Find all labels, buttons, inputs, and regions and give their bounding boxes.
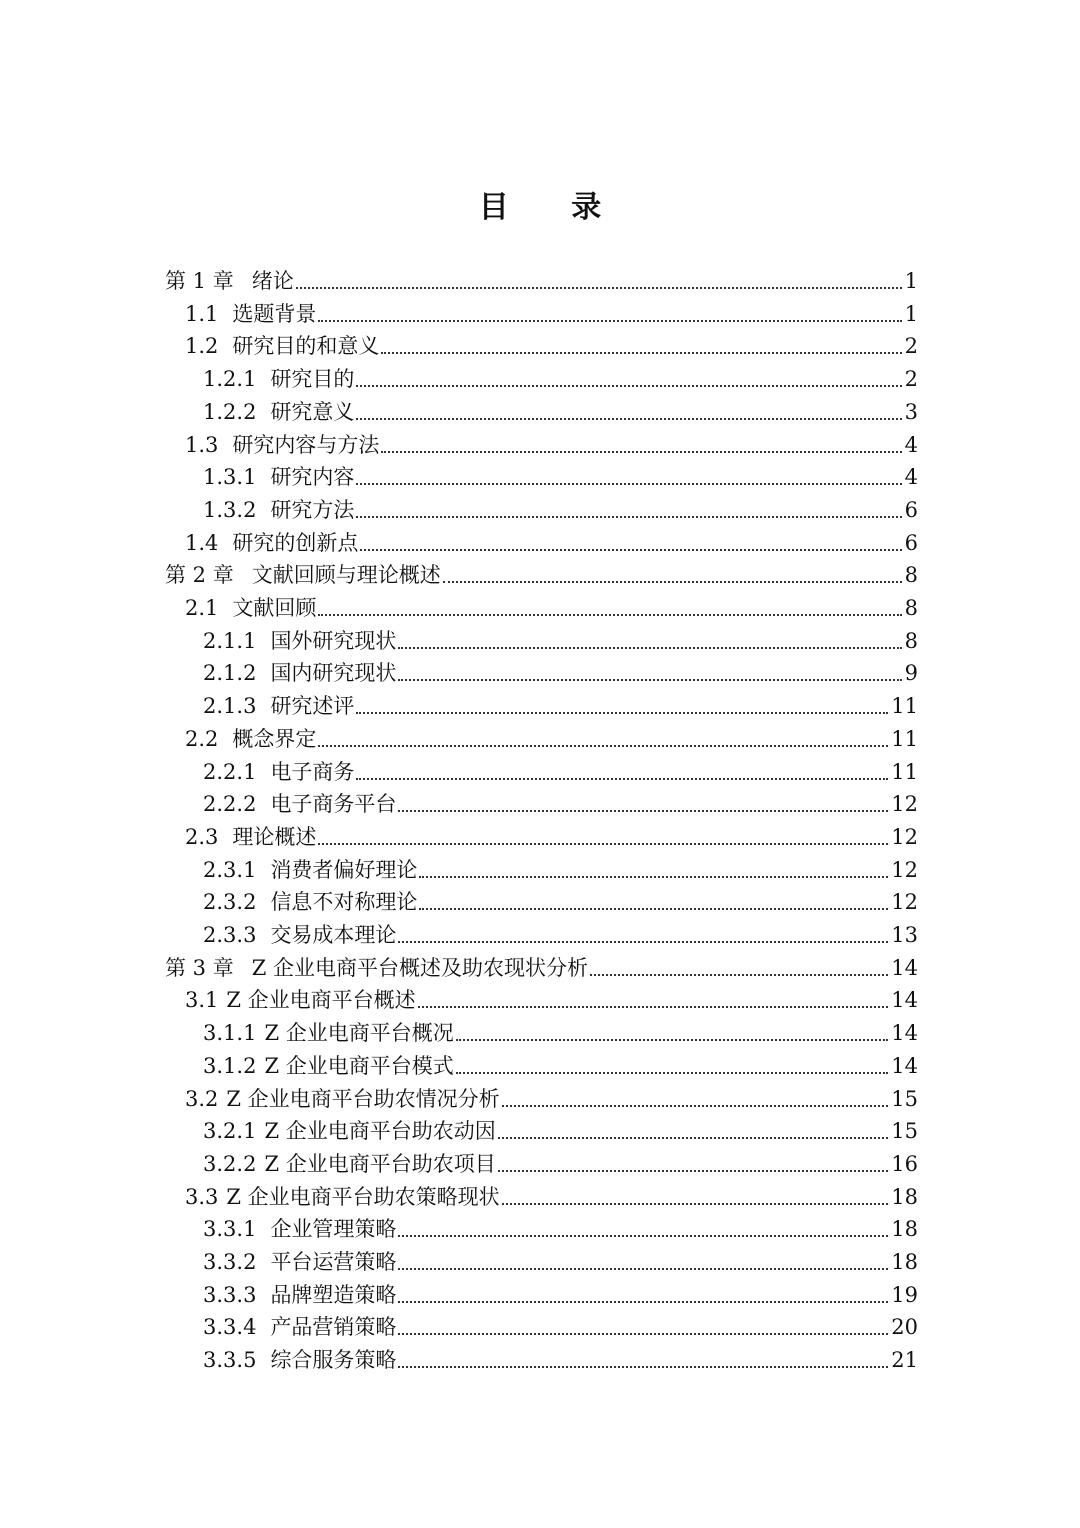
toc-entry [185, 527, 918, 559]
toc-entry [185, 298, 918, 330]
toc-leader-dots [356, 482, 901, 485]
toc-entry-number: 3.3.5 [203, 1348, 257, 1373]
toc-entry-number: 3.3.2 [203, 1250, 257, 1274]
toc-entry-page: 15 [891, 1086, 918, 1111]
toc-entry [165, 952, 918, 984]
toc-entry-number: 2.1.1 [203, 628, 257, 653]
toc-entry [203, 494, 918, 526]
toc-entry-number: 2.2.1 [203, 759, 257, 784]
toc-entry-page: 18 [891, 1217, 918, 1242]
toc-entry-page: 6 [904, 497, 918, 522]
toc-leader-dots [502, 1202, 889, 1205]
toc-entry-page: 11 [891, 759, 918, 784]
toc-leader-dots [419, 907, 888, 910]
toc-entry-number: 2.3 [185, 824, 219, 849]
toc-entry-page: 8 [904, 596, 918, 620]
toc-entry [185, 429, 918, 461]
toc-entry-label: Z 企业电商平台概述 [226, 988, 416, 1013]
toc-entry-page: 1 [904, 269, 918, 293]
toc-entry [165, 559, 918, 591]
toc-entry-number: 3.3.1 [203, 1217, 257, 1242]
toc-entry-number: 1.3.2 [203, 497, 257, 522]
toc-entry [185, 592, 918, 624]
toc-leader-dots [356, 417, 901, 420]
toc-entry-number: 2.3.1 [203, 857, 257, 882]
toc-leader-dots [356, 384, 901, 387]
toc-entry-page: 16 [891, 1151, 918, 1176]
toc-leader-dots [356, 515, 901, 518]
toc-leader-dots [398, 940, 888, 943]
toc-title: 目 录 [478, 190, 628, 225]
toc-leader-dots [456, 1038, 889, 1041]
toc-entry-label: Z 企业电商平台模式 [264, 1053, 454, 1078]
toc-entry [165, 265, 918, 297]
toc-leader-dots [502, 1104, 889, 1107]
toc-entry-label: 产品营销策略 [270, 1315, 397, 1340]
toc-leader-dots [318, 319, 901, 322]
toc-entry-label: 研究内容 [270, 465, 355, 490]
toc-entry-number: 第 2 章 [165, 563, 234, 588]
toc-leader-dots [398, 1332, 888, 1335]
toc-entry [203, 461, 918, 493]
toc-entry [203, 657, 918, 689]
toc-entry-label: 国外研究现状 [270, 628, 397, 653]
toc-leader-dots [318, 744, 888, 747]
toc-entry-page: 1 [904, 301, 918, 326]
toc-entry-page: 18 [891, 1250, 918, 1274]
toc-entry-label: Z 企业电商平台助农动因 [264, 1119, 496, 1144]
toc-leader-dots [443, 580, 902, 583]
toc-leader-dots [356, 777, 888, 780]
toc-entry-page: 8 [904, 563, 918, 588]
toc-entry-page: 8 [904, 628, 918, 653]
toc-entry-number: 2.1.3 [203, 694, 257, 719]
toc-entry-label: 研究目的和意义 [232, 334, 380, 359]
toc-entry-label: 交易成本理论 [270, 923, 397, 947]
toc-leader-dots [381, 450, 901, 453]
toc-entry-label: Z 企业电商平台概况 [264, 1021, 454, 1046]
toc-leader-dots [498, 1169, 889, 1172]
toc-entry-number: 3.3.4 [203, 1315, 257, 1340]
toc-entry-label: 研究内容与方法 [232, 432, 380, 457]
toc-entry-label: 企业管理策略 [270, 1217, 397, 1242]
toc-entry-page: 15 [891, 1119, 918, 1144]
toc-entry-label: Z 企业电商平台助农项目 [264, 1151, 496, 1176]
toc-entry-page: 21 [891, 1348, 918, 1373]
toc-entry-number: 2.3.2 [203, 890, 257, 915]
toc-entry-page: 12 [891, 890, 918, 915]
toc-entry-page: 2 [904, 367, 918, 392]
toc-entry-label: 研究目的 [270, 367, 355, 392]
toc-entry-number: 2.1.2 [203, 661, 257, 686]
toc-leader-dots [419, 875, 888, 878]
toc-entry-number: 3.1.2 [203, 1053, 257, 1078]
toc-leader-dots [356, 711, 888, 714]
toc-leader-dots [318, 613, 901, 616]
toc-leader-dots [381, 351, 901, 354]
toc-leader-dots [398, 1267, 888, 1270]
toc-leader-dots [456, 1071, 889, 1074]
toc-entry-number: 1.2.1 [203, 367, 257, 392]
toc-leader-dots [398, 1234, 888, 1237]
toc-entry-page: 4 [904, 432, 918, 457]
toc-entry [203, 1148, 918, 1180]
toc-entry [203, 1246, 918, 1278]
toc-entry-number: 1.3 [185, 432, 219, 457]
toc-leader-dots [398, 678, 901, 681]
toc-entry-number: 3.3.3 [203, 1282, 257, 1307]
toc-entry [203, 1115, 918, 1147]
toc-entry-page: 13 [891, 923, 918, 947]
toc-entry-number: 3.2.1 [203, 1119, 257, 1144]
toc-leader-dots [398, 1300, 888, 1303]
toc-entry [185, 1083, 918, 1115]
toc-entry-label: 信息不对称理论 [270, 890, 418, 915]
toc-entry [185, 821, 918, 853]
toc-entry-label: 消费者偏好理论 [270, 857, 418, 882]
toc-leader-dots [418, 1005, 889, 1008]
toc-entry-page: 14 [891, 1053, 918, 1078]
toc-entry-label: 选题背景 [232, 301, 317, 326]
toc-entry-page: 18 [891, 1184, 918, 1209]
toc-entry-page: 12 [891, 792, 918, 817]
toc-leader-dots [296, 286, 902, 289]
toc-entry-page: 14 [891, 955, 918, 980]
toc-entry [185, 330, 918, 362]
toc-entry-label: 文献回顾与理论概述 [251, 563, 441, 588]
toc-entry [203, 1050, 918, 1082]
toc-entry-label: Z 企业电商平台助农情况分析 [226, 1086, 500, 1111]
toc-entry [203, 690, 918, 722]
toc-entry-label: 概念界定 [232, 726, 317, 751]
toc-entry-number: 3.2.2 [203, 1151, 257, 1176]
toc-entry [203, 1213, 918, 1245]
toc-entry-number: 2.3.3 [203, 923, 257, 947]
toc-entry-label: 绪论 [251, 269, 294, 293]
toc-entry-label: 理论概述 [232, 824, 317, 849]
toc-entry-number: 3.1.1 [203, 1021, 257, 1046]
toc-entry-page: 11 [891, 726, 918, 751]
toc-entry-page: 12 [891, 857, 918, 882]
toc-entry-page: 20 [891, 1315, 918, 1340]
toc-entry-page: 14 [891, 988, 918, 1013]
toc-entry-page: 9 [904, 661, 918, 686]
toc-entry-number: 2.2 [185, 726, 219, 751]
toc-entry [203, 854, 918, 886]
toc-entry-number: 第 1 章 [165, 269, 234, 293]
toc-entry-page: 14 [891, 1021, 918, 1046]
toc-entry [185, 723, 918, 755]
toc-entry [203, 919, 918, 951]
toc-entry-label: 品牌塑造策略 [270, 1282, 397, 1307]
toc-entry [203, 1279, 918, 1311]
toc-leader-dots [398, 1365, 888, 1368]
toc-entry-label: 平台运营策略 [270, 1250, 397, 1274]
toc-entry-label: Z 企业电商平台助农策略现状 [226, 1184, 500, 1209]
toc-entry-number: 3.2 [185, 1086, 219, 1111]
toc-entry-label: 研究的创新点 [232, 530, 359, 555]
toc-entry [203, 363, 918, 395]
toc-leader-dots [360, 548, 901, 551]
toc-entry-page: 4 [904, 465, 918, 490]
toc-entry-label: 研究意义 [270, 399, 355, 424]
toc-entry [185, 1181, 918, 1213]
toc-leader-dots [498, 1136, 889, 1139]
toc-entry-label: 文献回顾 [232, 596, 317, 620]
toc-entry-label: 研究方法 [270, 497, 355, 522]
toc-entry [203, 788, 918, 820]
toc-entry-page: 3 [904, 399, 918, 424]
toc-entry [203, 396, 918, 428]
toc-entry-number: 1.2.2 [203, 399, 257, 424]
toc-entry-number: 2.1 [185, 596, 219, 620]
toc-entry [185, 984, 918, 1016]
toc-entry [203, 1017, 918, 1049]
toc-entry-number: 2.2.2 [203, 792, 257, 817]
toc-entry-number: 3.3 [185, 1184, 219, 1209]
toc-entry-page: 6 [904, 530, 918, 555]
toc-entry [203, 1311, 918, 1343]
toc-entry-page: 12 [891, 824, 918, 849]
toc-entry-page: 11 [891, 694, 918, 719]
toc-entry-label: 综合服务策略 [270, 1348, 397, 1373]
toc-entry-number: 第 3 章 [165, 955, 234, 980]
toc-entry-number: 1.4 [185, 530, 219, 555]
toc-entry-number: 1.1 [185, 301, 219, 326]
toc-entry [203, 1344, 918, 1376]
toc-entry [203, 625, 918, 657]
toc-entry-label: 电子商务平台 [270, 792, 397, 817]
toc-leader-dots [398, 809, 888, 812]
toc-entry-page: 2 [904, 334, 918, 359]
toc-leader-dots [318, 842, 888, 845]
toc-leader-dots [590, 973, 888, 976]
toc-entry [203, 886, 918, 918]
toc-entry-number: 3.1 [185, 988, 219, 1013]
toc-entry-label: Z 企业电商平台概述及助农现状分析 [251, 955, 588, 980]
toc-entry-number: 1.3.1 [203, 465, 257, 490]
toc-entry-page: 19 [891, 1282, 918, 1307]
toc-leader-dots [398, 646, 901, 649]
toc-entry-number: 1.2 [185, 334, 219, 359]
toc-entry [203, 756, 918, 788]
toc-entry-label: 国内研究现状 [270, 661, 397, 686]
toc-entry-label: 研究述评 [270, 694, 355, 719]
toc-entry-label: 电子商务 [270, 759, 355, 784]
